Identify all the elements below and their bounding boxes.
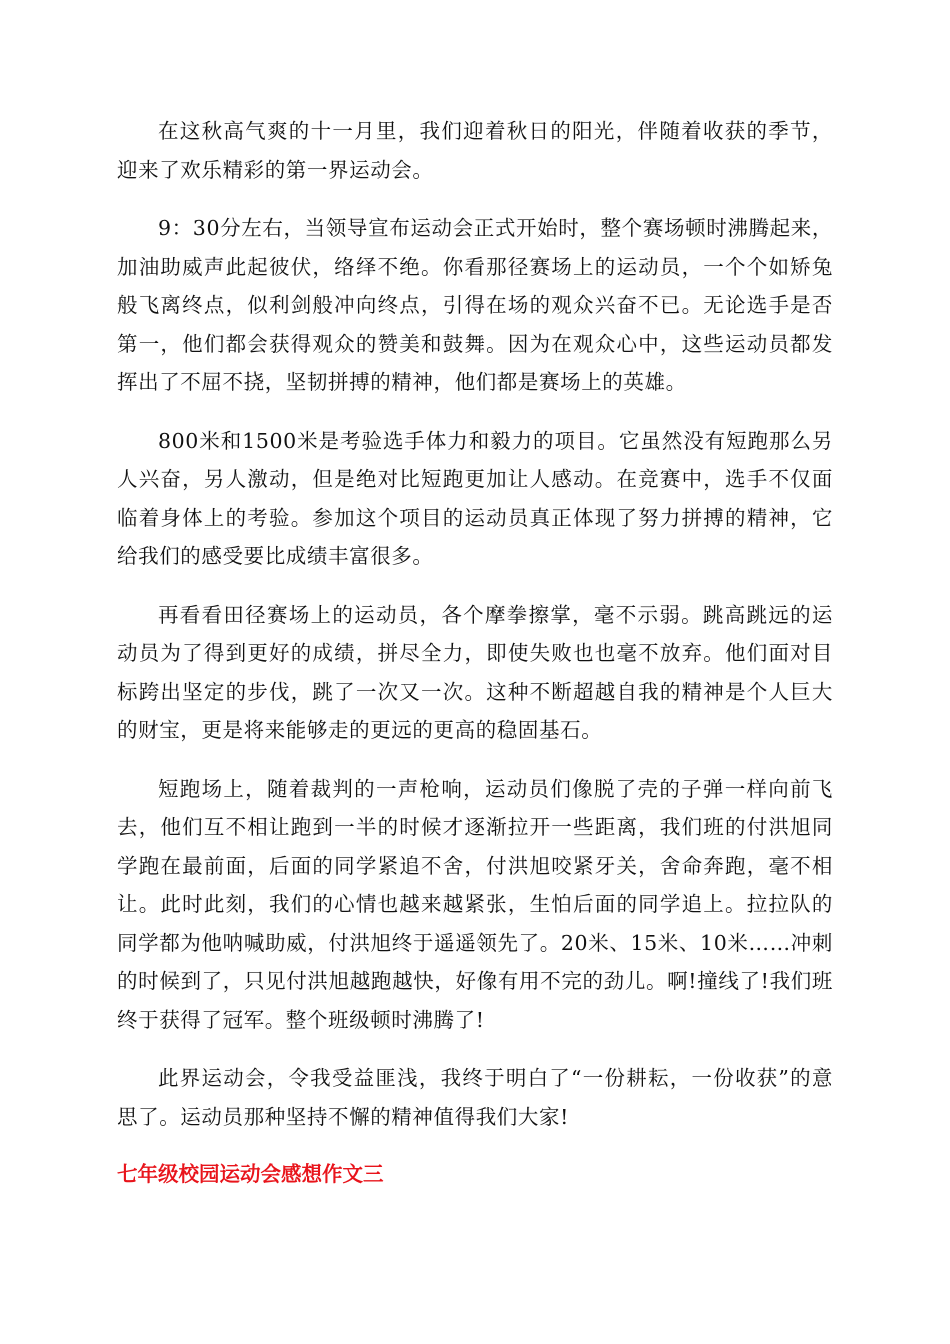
paragraph-intro: 在这秋高气爽的十一月里，我们迎着秋日的阳光，伴随着收获的季节，迎来了欢乐精彩的第一界运动会。: [117, 119, 833, 182]
section-title: 七年级校园运动会感想作文三: [117, 1162, 384, 1186]
paragraph-opening-ceremony: 9：30分左右，当领导宣布运动会正式开始时，整个赛场顿时沸腾起来，加油助威声此起彼伏，络绎不绝。你看那径赛场上的运动员，一个个如矫兔般飞离终点，似利剑般冲向终点，引得在场的观众兴奋不已。无论选手是否第一，他们都会获得观众的赞美和鼓舞。因为在观众心中，这些运动员都发挥出了不屈不挠，坚韧拼搏的精神，他们都是赛场上的英雄。: [117, 216, 833, 394]
document-body: [117, 112, 833, 1192]
paragraph-conclusion: 此界运动会，令我受益匪浅，我终于明白了“一份耕耘，一份收获”的意思了。运动员那种坚持不懈的精神值得我们大家!: [117, 1066, 833, 1129]
paragraph-field-events: 再看看田径赛场上的运动员，各个摩拳擦掌，毫不示弱。跳高跳远的运动员为了得到更好的成绩，拼尽全力，即使失败也也毫不放弃。他们面对目标跨出坚定的步伐，跳了一次又一次。这种不断超越自我的精神是个人巨大的财宝，更是将来能够走的更远的更高的稳固基石。: [117, 602, 833, 742]
paragraph-long-distance: 800米和1500米是考验选手体力和毅力的项目。它虽然没有短跑那么另人兴奋，另人激动，但是绝对比短跑更加让人感动。在竞赛中，选手不仅面临着身体上的考验。参加这个项目的运动员真正体现了努力拼搏的精神，它给我们的感受要比成绩丰富很多。: [117, 428, 833, 568]
paragraph-sprint: 短跑场上，随着裁判的一声枪响，运动员们像脱了壳的子弹一样向前飞去，他们互不相让跑到一半的时候才逐渐拉开一些距离，我们班的付洪旭同学跑在最前面，后面的同学紧追不舍，付洪旭咬紧牙关，舍命奔跑，毫不相让。此时此刻，我们的心情也越来越紧张，生怕后面的同学追上。拉拉队的同学都为他呐喊助威，付洪旭终于遥遥领先了。20米、15米、10米……冲刺的时候到了，只见付洪旭越跑越快，好像有用不完的劲儿。啊!撞线了!我们班终于获得了冠军。整个班级顿时沸腾了!: [117, 776, 833, 1032]
